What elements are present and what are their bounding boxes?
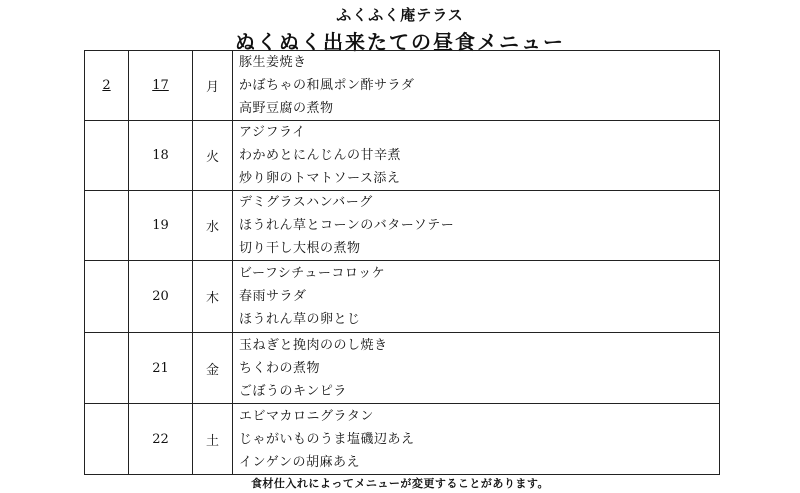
dishes-cell [233,404,720,475]
dish-item: 切り干し大根の煮物 [239,241,361,256]
restaurant-name: ふくふく庵テラス [336,6,464,24]
dish-item: じゃがいものうま塩磯辺あえ [239,431,415,447]
weekday-cell: 木 [193,261,233,333]
date-cell: 18 [129,121,193,191]
dish-item: 春雨サラダ [239,289,307,304]
menu-row-21 [85,333,720,404]
date-label: 17 [152,78,169,93]
date-cell: 21 [129,333,193,404]
dish-item: ごぼうのキンピラ [239,383,347,399]
menu-row-20 [85,261,720,333]
dish-item: かぼちゃの和風ポン酢サラダ [239,78,415,93]
dish-item: エビマカロニグラタン [239,408,374,424]
date-cell: 22 [129,404,193,475]
dish-item: ちくわの煮物 [239,360,321,376]
menu-row-18 [85,121,720,191]
menu-title: ぬくぬく出来たての昼食メニュー [235,30,565,54]
month-label: 2 [102,78,111,93]
month-cell [85,333,129,404]
dish-item: 豚生姜焼き [239,55,307,70]
month-cell [85,404,129,475]
menu-row-19 [85,191,720,261]
month-cell [85,191,129,261]
dish-item: 炒り卵のトマトソース添え [239,171,401,186]
dishes-cell [233,51,720,121]
month-cell [85,121,129,191]
dish-item: ビーフシチューコロッケ [239,266,386,281]
menu-row-22 [85,404,720,475]
month-cell [85,51,129,121]
weekday-cell: 土 [193,404,233,475]
dish-item: わかめとにんじんの甘辛煮 [239,148,402,163]
dish-item: 高野豆腐の煮物 [239,101,334,116]
dish-item: アジフライ [239,125,306,140]
dish-item: ほうれん草の卵とじ [239,312,361,327]
weekday-cell: 水 [193,191,233,261]
menu-change-notice: 食材仕入れによってメニューが変更することがあります。 [250,477,550,490]
date-cell: 19 [129,191,193,261]
menu-row-17 [85,51,720,121]
weekday-cell: 月 [193,51,233,121]
dish-item: インゲンの胡麻あえ [239,454,360,470]
dish-item: ほうれん草とコーンのバターソテー [239,218,455,233]
dish-item: デミグラスハンバーグ [239,195,373,210]
month-cell [85,261,129,333]
dishes-cell [233,121,720,191]
date-cell [129,51,193,121]
date-cell: 20 [129,261,193,333]
dishes-cell [233,191,720,261]
menu-table [84,50,720,475]
dish-item: 玉ねぎと挽肉ののし焼き [239,337,388,353]
weekday-cell: 金 [193,333,233,404]
dishes-cell [233,261,720,333]
weekday-cell: 火 [193,121,233,191]
dishes-cell [233,333,720,404]
